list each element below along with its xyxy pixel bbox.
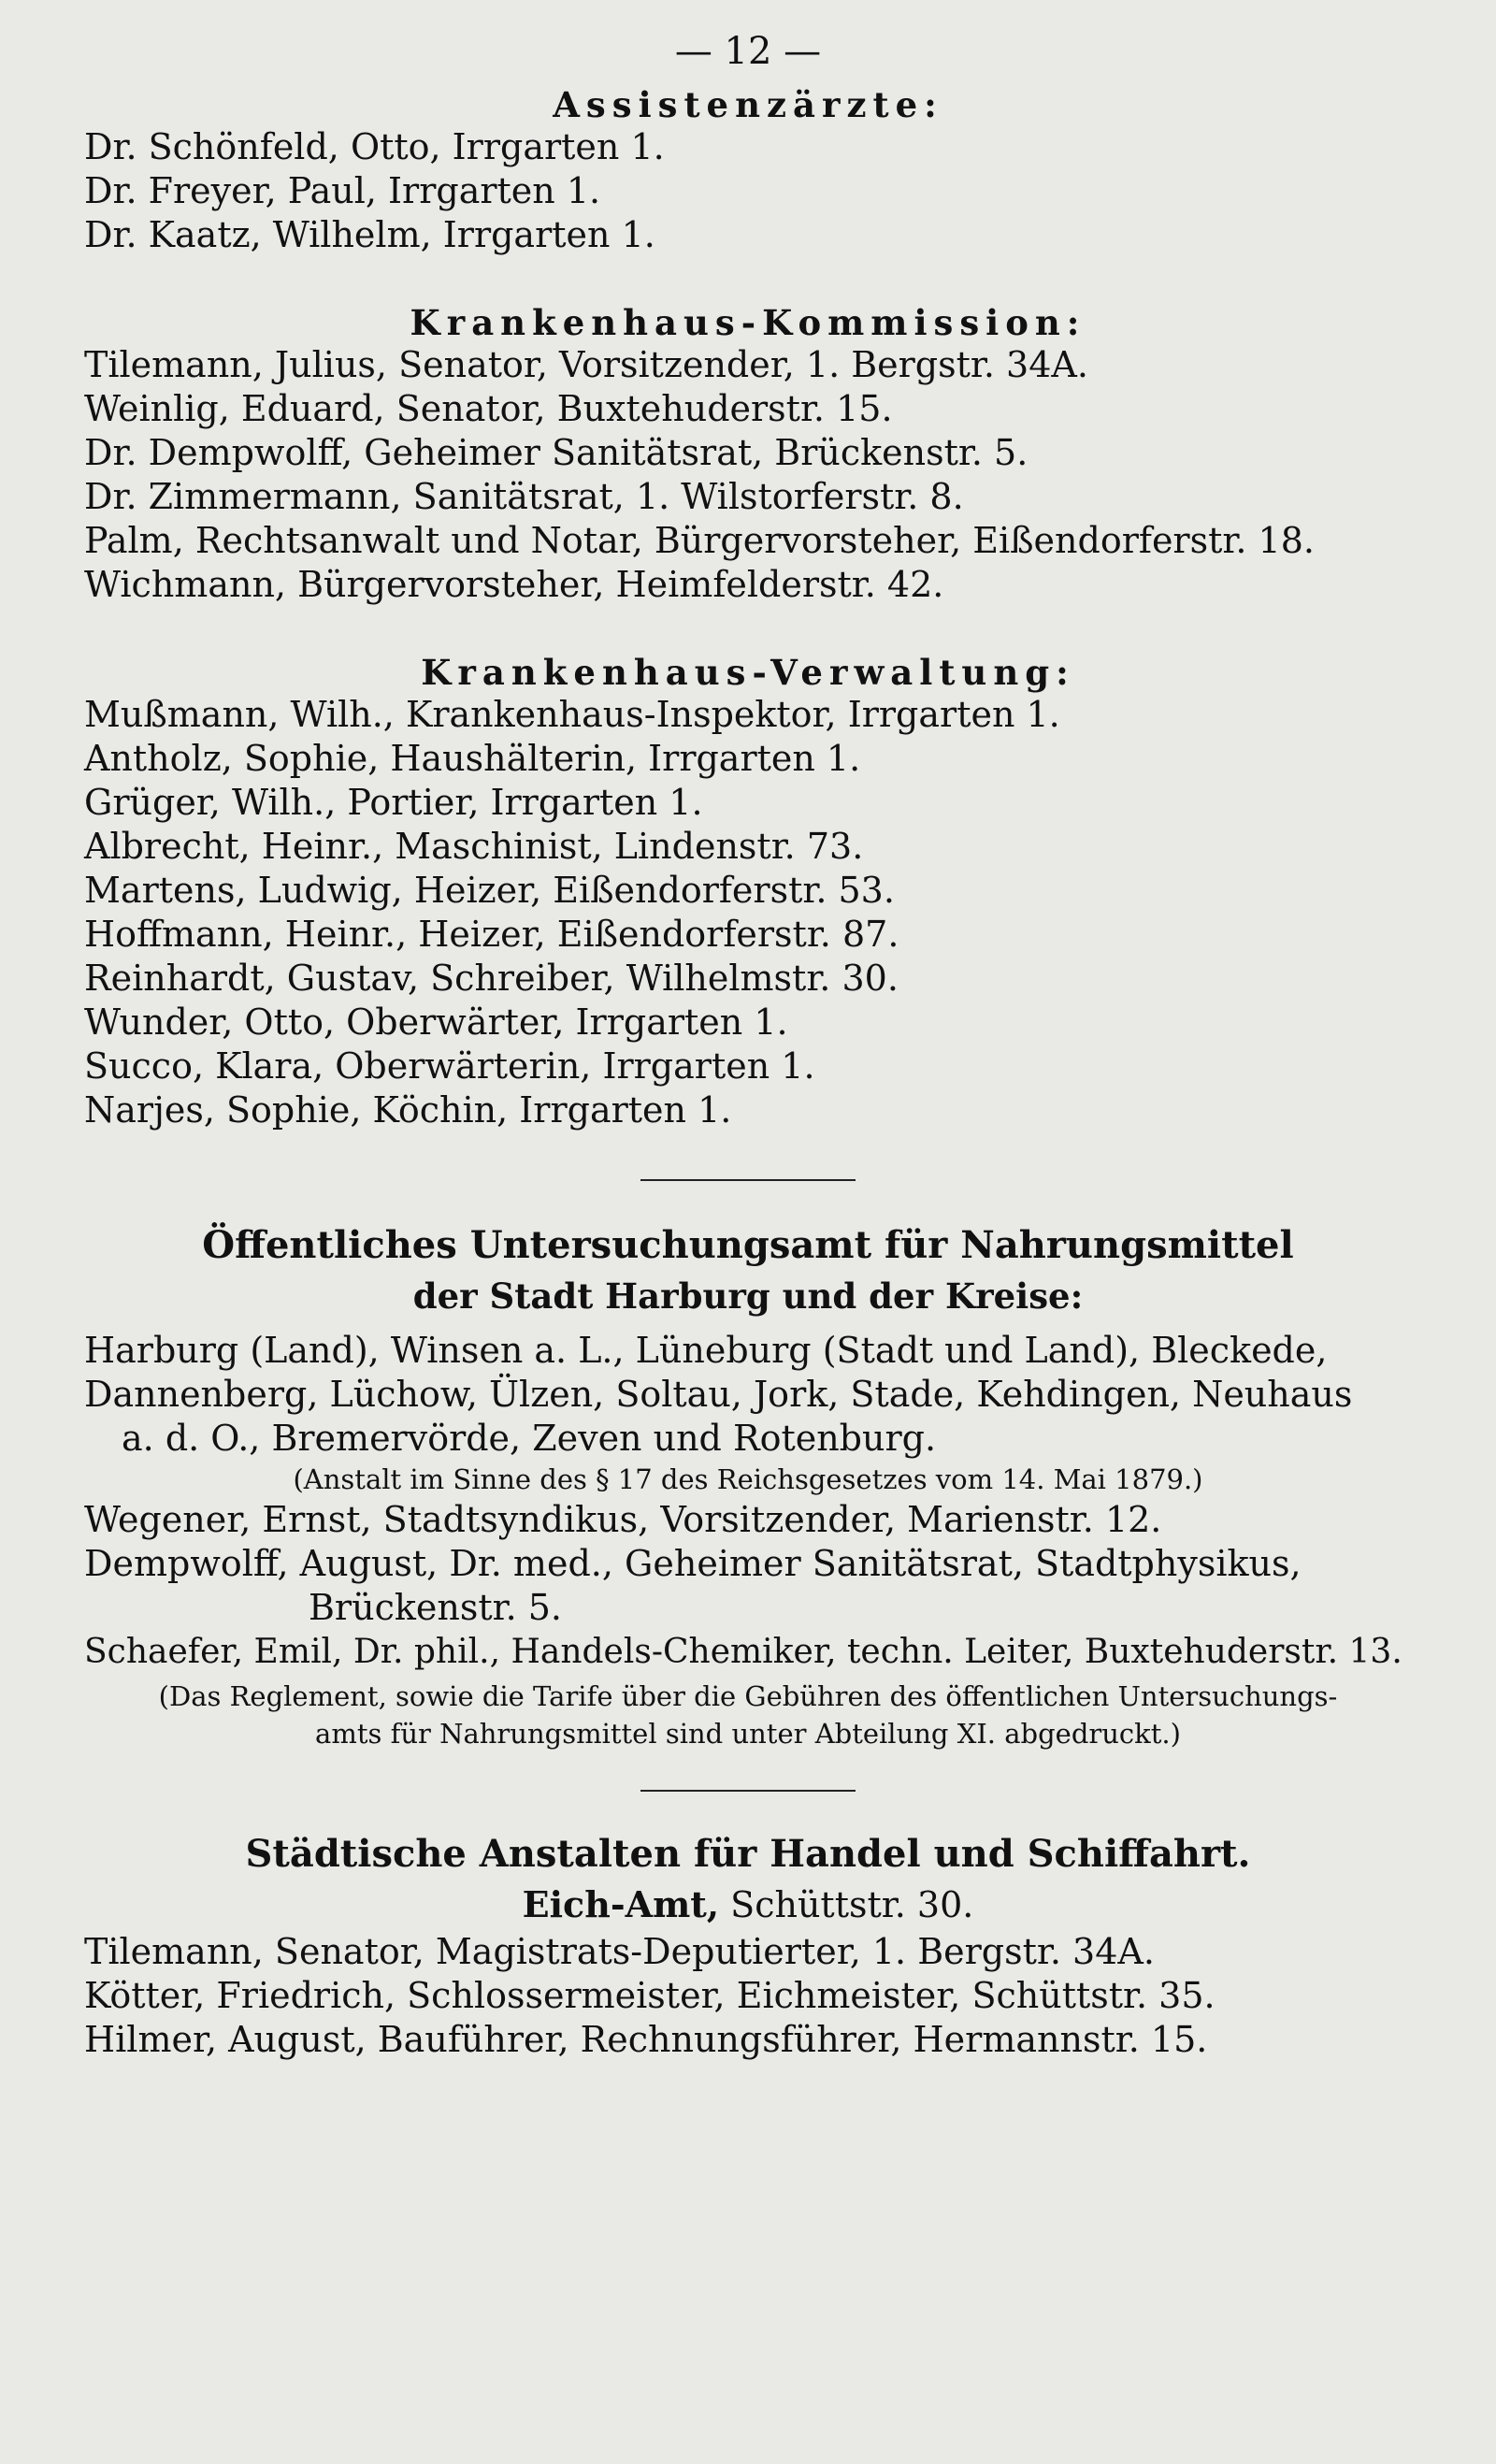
districts-line: a. d. O., Bremervörde, Zeven und Rotenburg.: [122, 1418, 937, 1459]
list-item: Tilemann, Senator, Magistrats-Deputierter, 1. Bergstr. 34A.: [84, 1931, 1155, 1972]
list-item: Dr. Kaatz, Wilhelm, Irrgarten 1.: [84, 214, 655, 255]
office-name: Eich-Amt,: [522, 1883, 720, 1925]
section-assistants: [84, 84, 1412, 257]
list-item: Succo, Klara, Oberwärterin, Irrgarten 1.: [84, 1045, 815, 1087]
section-title-administration: Krankenhaus-Verwaltung:: [421, 652, 1075, 693]
section-food-office: [84, 1220, 1412, 1752]
list-item: Wegener, Ernst, Stadtsyndikus, Vorsitzender, Marienstr. 12.: [84, 1499, 1162, 1540]
list-item: Martens, Ludwig, Heizer, Eißendorferstr. 53.: [84, 870, 895, 911]
section-administration: [84, 652, 1412, 1132]
legal-note: (Anstalt im Sinne des § 17 des Reichsgesetzes vom 14. Mai 1879.): [293, 1463, 1203, 1495]
section-title-assistants: Assistenzärzte:: [553, 84, 943, 125]
list-item: Dr. Dempwolff, Geheimer Sanitätsrat, Brückenstr. 5.: [84, 432, 1028, 473]
districts-line: Dannenberg, Lüchow, Ülzen, Soltau, Jork, Stade, Kehdingen, Neuhaus: [84, 1374, 1353, 1415]
list-item: Albrecht, Heinr., Maschinist, Lindenstr. 73.: [84, 826, 864, 867]
list-item: Antholz, Sophie, Haushälterin, Irrgarten 1.: [84, 738, 861, 779]
list-item: Wunder, Otto, Oberwärter, Irrgarten 1.: [84, 1001, 788, 1043]
regulation-line: (Das Reglement, sowie die Tarife über die Gebühren des öffentlichen Untersuchungs-: [158, 1680, 1338, 1712]
page-number: — 12 —: [674, 30, 822, 73]
section-commission: [84, 302, 1412, 607]
list-item: Wichmann, Bürgervorsteher, Heimfelderstr. 42.: [84, 564, 944, 605]
list-item: Hoffmann, Heinr., Heizer, Eißendorferstr. 87.: [84, 914, 899, 955]
list-item: Dr. Freyer, Paul, Irrgarten 1.: [84, 170, 601, 211]
list-item: Kötter, Friedrich, Schlossermeister, Eichmeister, Schüttstr. 35.: [84, 1975, 1216, 2016]
list-item: Reinhardt, Gustav, Schreiber, Wilhelmstr. 30.: [84, 958, 899, 999]
section-trade-office: [84, 1829, 1412, 2062]
administration-list: [84, 693, 1412, 1132]
list-item: Mußmann, Wilh., Krankenhaus-Inspektor, Irrgarten 1.: [84, 694, 1060, 735]
trade-office-list: [84, 1930, 1412, 2062]
food-office-subtitle: der Stadt Harburg und der Kreise:: [412, 1275, 1084, 1317]
trade-office-title: Städtische Anstalten für Handel und Schiffahrt.: [245, 1832, 1251, 1876]
food-office-title: Öffentliches Untersuchungsamt für Nahrungsmittel: [202, 1223, 1294, 1267]
office-address: Schüttstr. 30.: [730, 1884, 974, 1925]
list-item-continuation: Brückenstr. 5.: [309, 1587, 563, 1628]
commission-list: [84, 343, 1412, 607]
regulation-note: [84, 1678, 1412, 1752]
list-item: Dr. Zimmermann, Sanitätsrat, 1. Wilstorferstr. 8.: [84, 476, 964, 517]
list-item: Narjes, Sophie, Köchin, Irrgarten 1.: [84, 1089, 732, 1131]
assistants-list: [84, 125, 1412, 257]
districts-line: Harburg (Land), Winsen a. L., Lüneburg (Stadt und Land), Bleckede,: [84, 1330, 1328, 1371]
regulation-line: amts für Nahrungsmittel sind unter Abteilung XI. abgedruckt.): [315, 1718, 1181, 1750]
list-item: Schaefer, Emil, Dr. phil., Handels-Chemiker, techn. Leiter, Buxtehuderstr. 13.: [84, 1633, 1402, 1671]
section-title-commission: Krankenhaus-Kommission:: [410, 302, 1086, 343]
calibration-office: [84, 1880, 1412, 1930]
list-item: Weinlig, Eduard, Senator, Buxtehuderstr. 15.: [84, 388, 893, 429]
list-item: Palm, Rechtsanwalt und Notar, Bürgervorsteher, Eißendorferstr. 18.: [84, 520, 1315, 561]
food-office-districts: [84, 1329, 1412, 1461]
list-item: Tilemann, Julius, Senator, Vorsitzender, 1. Bergstr. 34A.: [84, 344, 1088, 385]
list-item: Grüger, Wilh., Portier, Irrgarten 1.: [84, 782, 703, 823]
list-item: Dr. Schönfeld, Otto, Irrgarten 1.: [84, 126, 665, 167]
list-item: Hilmer, August, Bauführer, Rechnungsführer, Hermannstr. 15.: [84, 2019, 1208, 2060]
list-item: Dempwolff, August, Dr. med., Geheimer Sanitätsrat, Stadtphysikus,: [84, 1543, 1302, 1584]
